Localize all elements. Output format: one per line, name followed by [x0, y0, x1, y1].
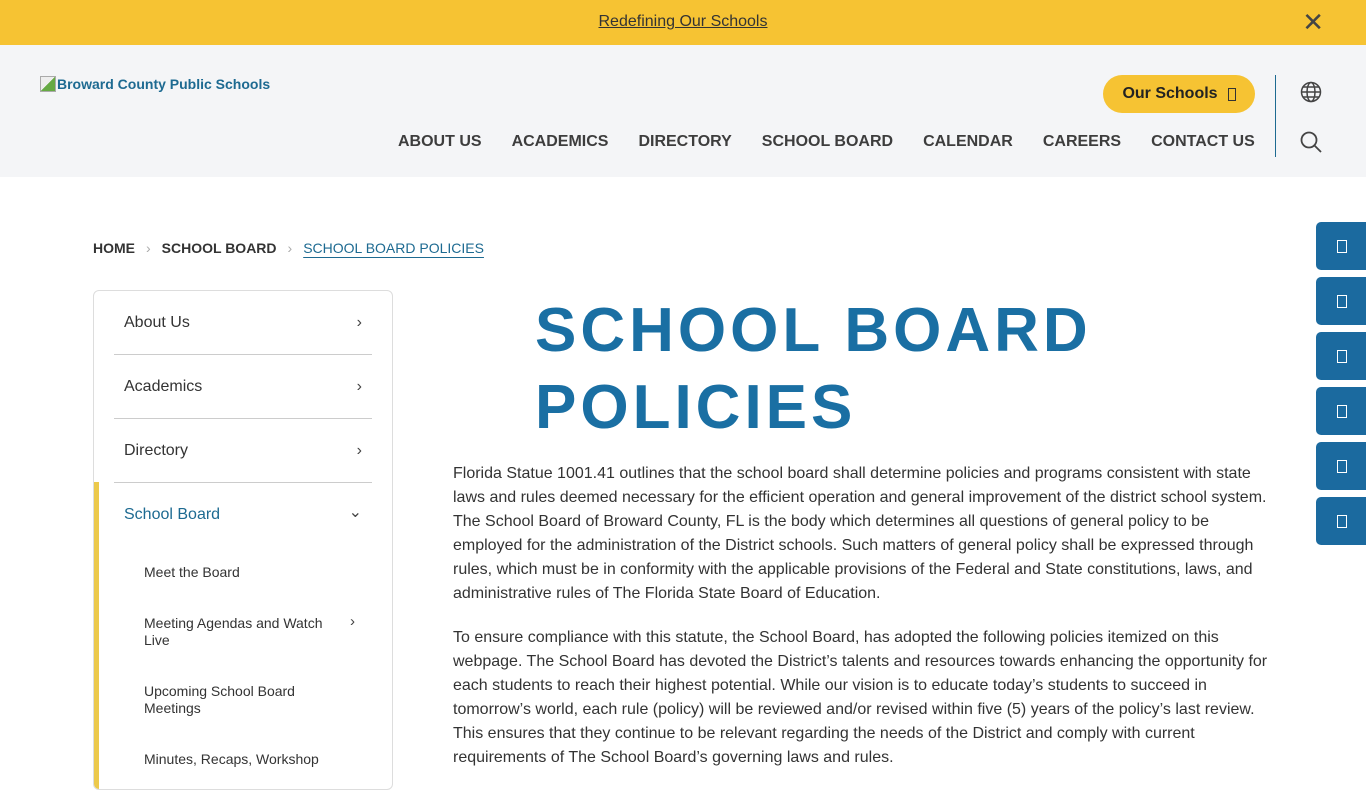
- sidebar-item-label: Academics: [124, 377, 203, 395]
- quick-link-button[interactable]: [1316, 442, 1366, 490]
- our-schools-button[interactable]: [1103, 75, 1255, 113]
- quick-link-icon: [1337, 350, 1347, 363]
- sidebar-item-school-board[interactable]: [114, 483, 372, 547]
- chevron-right-icon[interactable]: ›: [350, 613, 355, 630]
- quick-link-button[interactable]: [1316, 387, 1366, 435]
- logo-alt-text: Broward County Public Schools: [57, 76, 271, 92]
- broken-image-icon: [40, 76, 56, 92]
- chevron-right-icon: ›: [287, 240, 293, 256]
- breadcrumb-school-board[interactable]: SCHOOL BOARD: [161, 240, 277, 256]
- nav-careers[interactable]: CAREERS: [1042, 133, 1122, 150]
- sidebar-subitem-meet-the-board[interactable]: Meet the Board: [144, 564, 240, 580]
- sidebar-subitem-upcoming-meetings[interactable]: Upcoming School Board Meetings: [144, 683, 295, 716]
- nav-academics[interactable]: ACADEMICS: [511, 133, 609, 150]
- breadcrumb-home[interactable]: HOME: [93, 240, 135, 256]
- breadcrumb-current[interactable]: SCHOOL BOARD POLICIES: [303, 240, 484, 256]
- sidebar-item-about-us[interactable]: [114, 291, 372, 355]
- nav-directory[interactable]: DIRECTORY: [638, 133, 732, 150]
- sidebar-nav: [93, 290, 393, 790]
- sidebar-item-label: Directory: [124, 441, 189, 459]
- chevron-right-icon: ›: [146, 240, 151, 256]
- quick-link-button[interactable]: [1316, 222, 1366, 270]
- external-icon: [1228, 88, 1236, 101]
- chevron-down-icon[interactable]: ⌄: [348, 504, 362, 521]
- our-schools-label: Our Schools: [1122, 85, 1218, 102]
- nav-about-us[interactable]: ABOUT US: [398, 133, 482, 150]
- quick-link-button[interactable]: [1316, 332, 1366, 380]
- quick-link-button[interactable]: [1316, 277, 1366, 325]
- logo[interactable]: [40, 76, 270, 92]
- page-title: SCHOOL BOARD POLICIES: [535, 296, 1092, 442]
- search-icon[interactable]: [1300, 131, 1322, 153]
- sidebar-subitem-meeting-agendas[interactable]: Meeting Agendas and Watch Live: [144, 615, 323, 648]
- quick-link-icon: [1337, 295, 1347, 308]
- quick-link-button[interactable]: [1316, 497, 1366, 545]
- nav-contact-us[interactable]: CONTACT US: [1151, 133, 1255, 150]
- chevron-right-icon[interactable]: ›: [356, 313, 362, 331]
- quick-link-icon: [1337, 460, 1347, 473]
- sidebar-item-academics[interactable]: [114, 355, 372, 419]
- paragraph: Florida Statue 1001.41 outlines that the school board shall determine policies and programs consistent with state laws and rules deemed necessary for the efficient operation and general improvement of the district school system. The School Board of Broward County, FL is the body which determines all questions of general policy to be employed for the administration of the District schools. Such matters of general policy shall be expressed through rules, which must be in conformity with the applicable provisions of the Federal and State constitutions, laws, and administrative rules of The Florida State Board of Education.: [453, 465, 1267, 602]
- announcement-banner: [0, 0, 1366, 45]
- breadcrumb: [93, 240, 484, 256]
- sidebar-item-label: About Us: [124, 313, 190, 331]
- main-nav: [398, 133, 1285, 151]
- chevron-right-icon[interactable]: ›: [356, 377, 362, 395]
- globe-icon[interactable]: [1300, 81, 1322, 103]
- paragraph: To ensure compliance with this statute, the School Board, has adopted the following policies itemized on this webpage. The School Board has devoted the District’s talents and resources towards enhancing the opportunity for each students to reach their highest potential. While our vision is to educate today’s students to succeed in tomorrow’s world, each rule (policy) will be reviewed and/or revised within five (5) years of the policy’s last review. This ensures that they continue to be relevant regarding the needs of the District and comply with current requirements of The School Board’s governing laws and rules.: [453, 629, 1268, 766]
- close-icon[interactable]: ✕: [1302, 7, 1324, 37]
- sidebar-item-label: School Board: [124, 506, 221, 523]
- sidebar-subitem-minutes[interactable]: Minutes, Recaps, Workshop: [144, 751, 319, 767]
- nav-school-board[interactable]: SCHOOL BOARD: [761, 133, 894, 150]
- page-content: [453, 462, 1275, 790]
- chevron-right-icon[interactable]: ›: [356, 441, 362, 459]
- sidebar-item-directory[interactable]: [114, 419, 372, 483]
- quick-link-icon: [1337, 405, 1347, 418]
- active-indicator: [94, 482, 99, 790]
- site-header: [0, 45, 1366, 177]
- banner-link[interactable]: Redefining Our Schools: [598, 13, 768, 30]
- nav-calendar[interactable]: CALENDAR: [923, 133, 1013, 150]
- quick-link-icon: [1337, 240, 1347, 253]
- quick-link-icon: [1337, 515, 1347, 528]
